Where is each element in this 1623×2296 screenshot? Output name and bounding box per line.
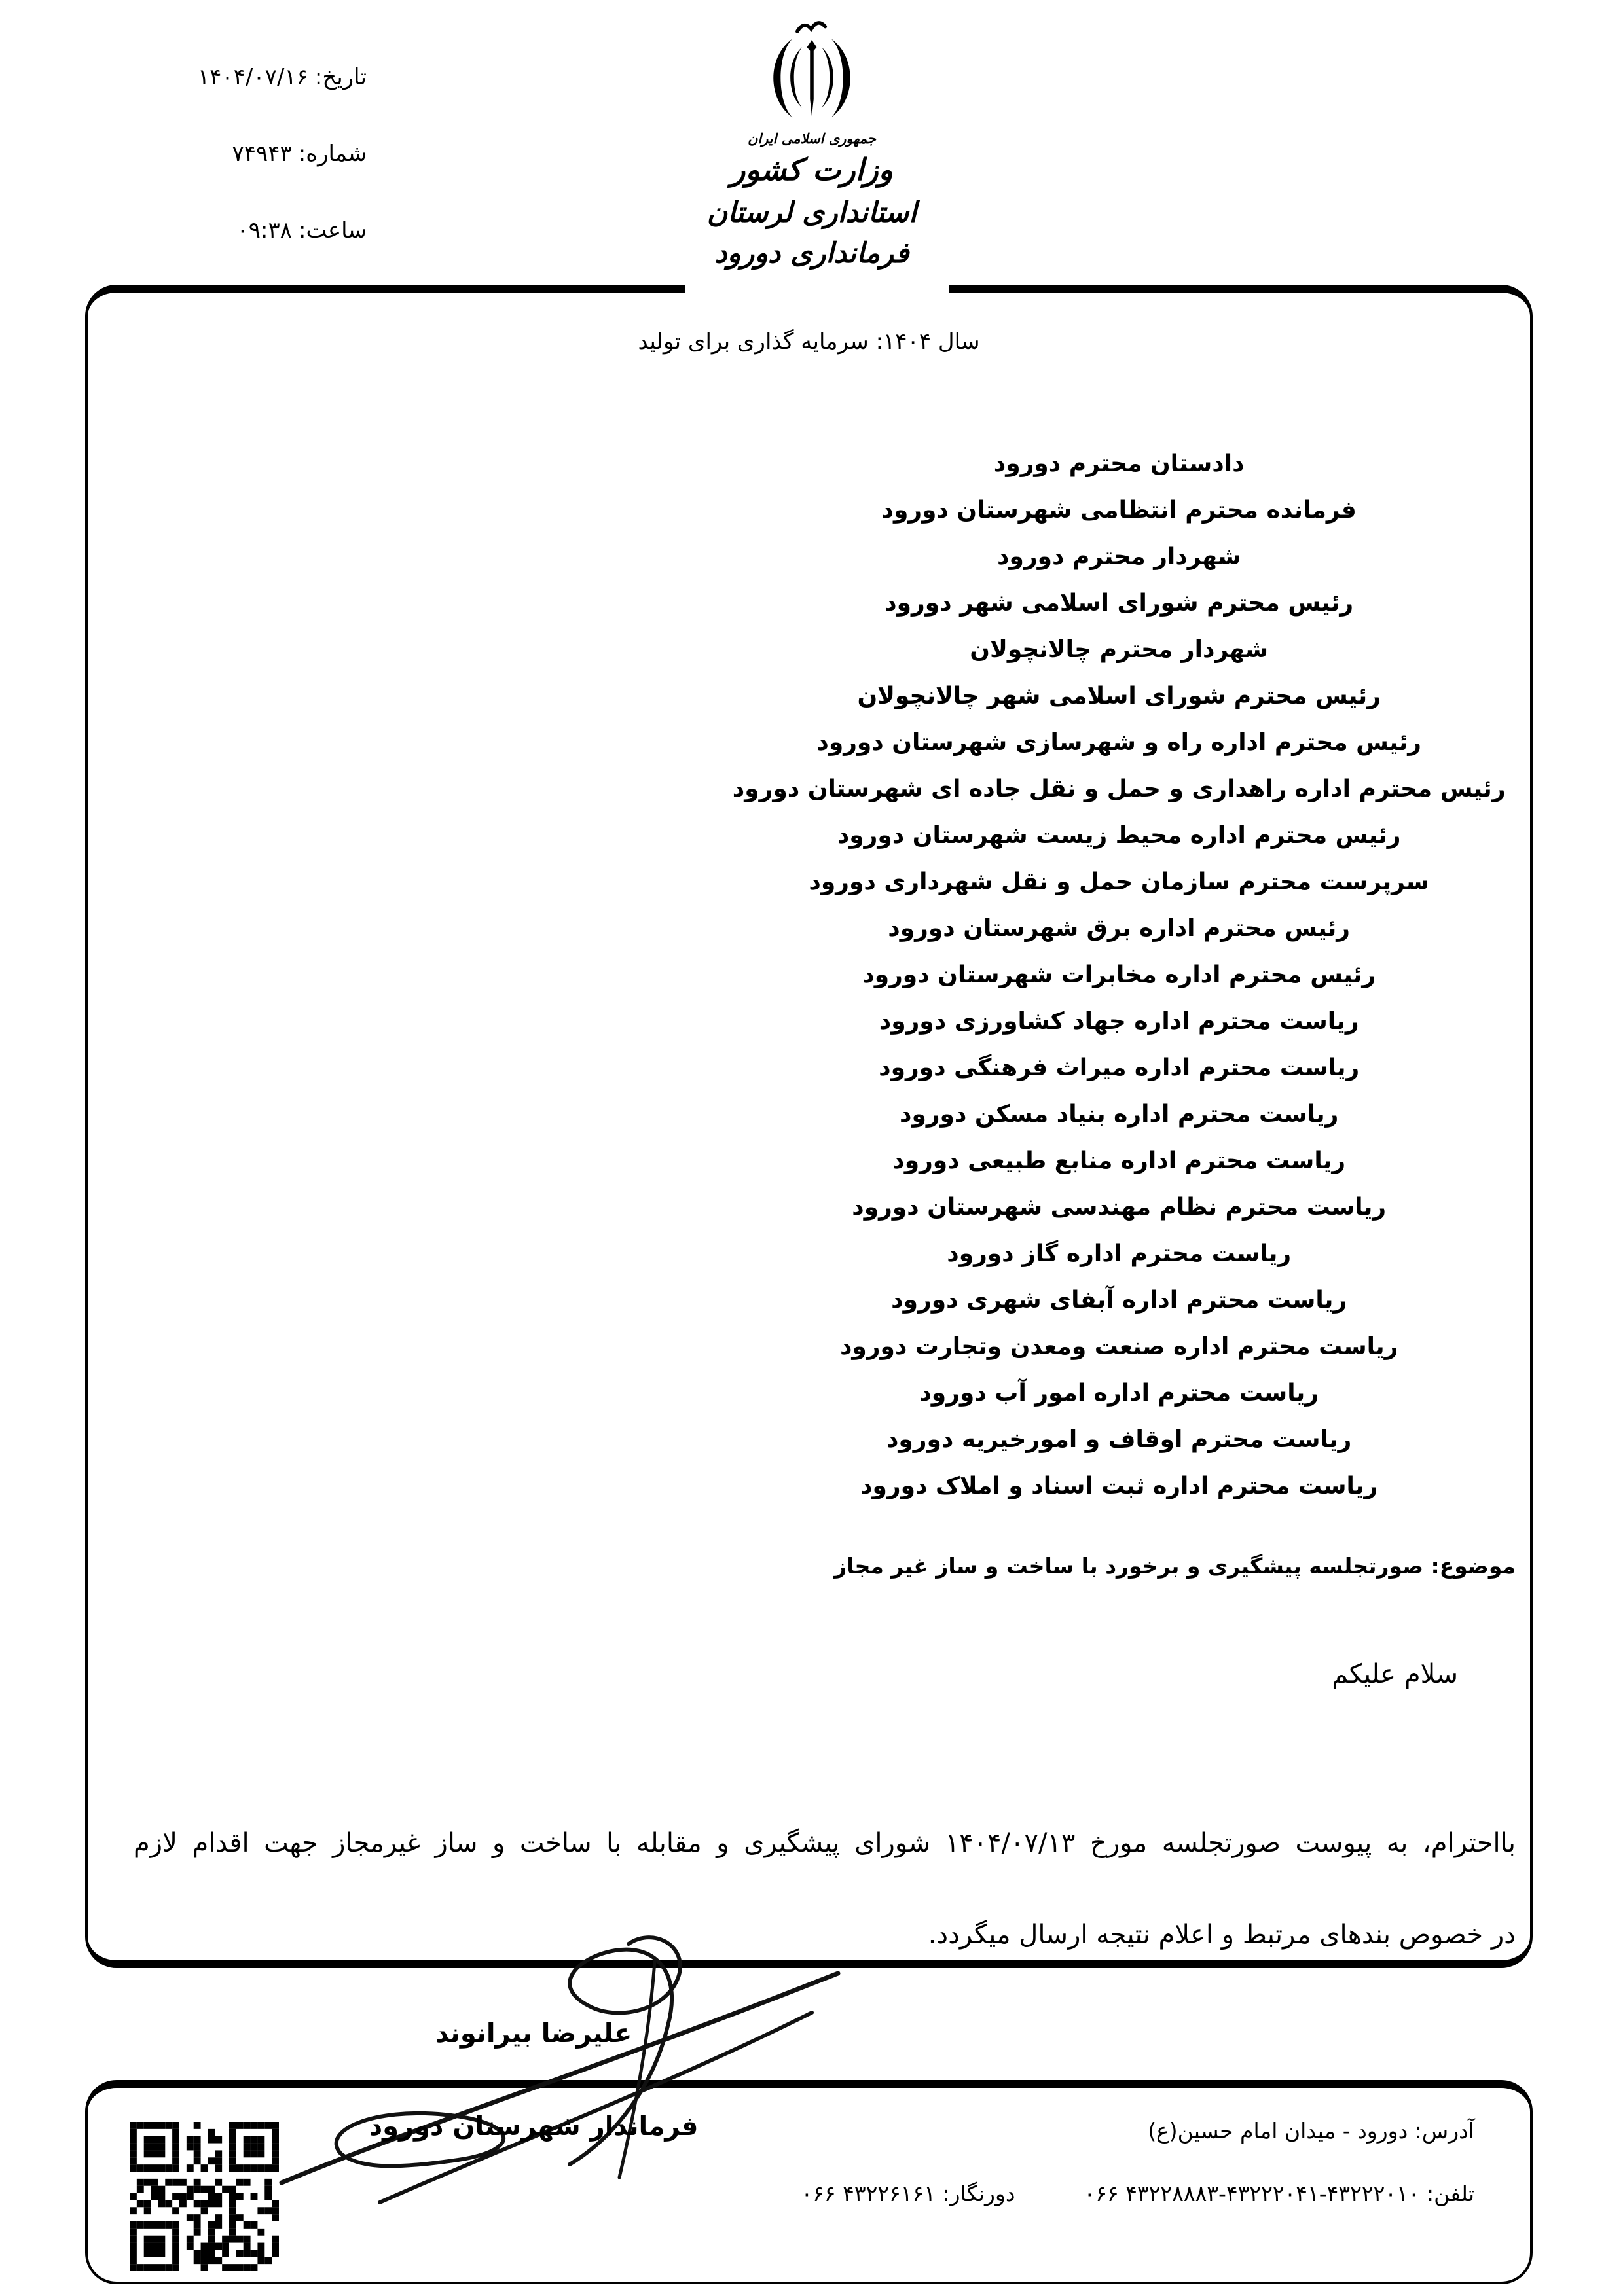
recipient-line: ریاست محترم اداره میراث فرهنگی دورود	[879, 1054, 1360, 1081]
letter-body-box	[85, 285, 1533, 1968]
footer-fax: دورنگار: ۴۳۲۲۶۱۶۱ ۰۶۶	[801, 2181, 1015, 2206]
subject-line: موضوع: صورتجلسه پیشگیری و برخورد با ساخت و ساز غیر مجاز	[834, 1553, 1516, 1579]
time-label: ساعت:	[299, 217, 367, 243]
number-row	[118, 116, 367, 192]
recipient-line: فرمانده محترم انتظامی شهرستان دورود	[881, 497, 1357, 524]
recipient-line: ریاست محترم اداره جهاد کشاورزی دورود	[879, 1008, 1359, 1035]
number-value: ۷۴۹۴۳	[232, 141, 292, 167]
letterhead-ministry: وزارت کشور	[731, 152, 893, 187]
qr-code-icon	[126, 2122, 283, 2271]
recipient-line: ریاست محترم اداره ثبت اسناد و املاک دورود	[860, 1473, 1378, 1499]
letter-meta	[118, 39, 367, 269]
greeting-line: سلام علیکم	[1332, 1659, 1458, 1689]
recipient-line: شهردار محترم دورود	[997, 543, 1241, 570]
recipient-line: رئیس محترم اداره محیط زیست شهرستان دورود	[837, 822, 1401, 849]
footer-phones	[801, 2181, 1474, 2206]
number-label: شماره:	[298, 141, 367, 167]
recipient-line: ریاست محترم اداره آبفای شهری دورود	[891, 1287, 1347, 1314]
recipient-line: رئیس محترم اداره مخابرات شهرستان دورود	[862, 961, 1376, 988]
recipient-line: رئیس محترم شورای اسلامی شهر دورود	[884, 590, 1354, 617]
body-text-line2: در خصوص بندهای مرتبط و اعلام نتیجه ارسال میگردد.	[928, 1920, 1516, 1950]
year-slogan: سال ۱۴۰۴: سرمایه گذاری برای تولید	[638, 329, 980, 355]
recipient-line: رئیس محترم اداره راه و شهرسازی شهرستان دورود	[816, 729, 1421, 756]
footer-phone: تلفن: ۴۳۲۲۲۰۱۰-۴۳۲۲۲۰۴۱-۴۳۲۲۸۸۸۳ ۰۶۶	[1084, 2181, 1474, 2206]
letterhead-governorate: استانداری لرستان	[706, 196, 917, 229]
footer-address: آدرس: دورود - میدان امام حسین(ع)	[1148, 2118, 1474, 2144]
time-row	[118, 192, 367, 269]
signature-block	[357, 2018, 710, 2142]
recipient-line: رئیس محترم اداره راهداری و حمل و نقل جاده ای شهرستان دورود	[732, 776, 1506, 802]
recipient-line: رئیس محترم شورای اسلامی شهر چالانچولان	[857, 683, 1381, 709]
recipient-line: رئیس محترم اداره برق شهرستان دورود	[888, 915, 1351, 942]
iran-national-emblem-icon	[763, 14, 860, 130]
body-text-line1: بااحترام، به پیوست صورتجلسه مورخ ۱۴۰۴/۰۷/۱۳ شورای پیشگیری و مقابله با ساخت و ساز غیرمجاز جهت اقدام لازم	[134, 1828, 1516, 1858]
recipient-line: دادستان محترم دورود	[993, 450, 1245, 477]
date-value: ۱۴۰۴/۰۷/۱۶	[197, 64, 308, 90]
signer-name: علیرضا بیرانوند	[435, 2018, 632, 2049]
recipient-line: ریاست محترم اداره صنعت ومعدن وتجارت دورود	[839, 1333, 1398, 1360]
recipient-line: ریاست محترم اداره امور آب دورود	[919, 1380, 1319, 1407]
letterhead-county: فرمانداری دورود	[714, 237, 909, 270]
recipient-line: ریاست محترم اداره بنیاد مسکن دورود	[899, 1101, 1339, 1128]
recipient-line: سرپرست محترم سازمان حمل و نقل شهرداری دورود	[809, 869, 1429, 895]
time-value: ۰۹:۳۸	[236, 217, 293, 243]
date-row	[118, 39, 367, 116]
signer-title: فرماندار شهرستان دورود	[369, 2111, 699, 2142]
top-border-gap	[685, 285, 949, 293]
recipient-line: شهردار محترم چالانچولان	[970, 636, 1269, 663]
recipient-line: ریاست محترم نظام مهندسی شهرستان دورود	[852, 1194, 1387, 1221]
letterhead-country: جمهوری اسلامی ایران	[747, 131, 877, 147]
recipient-line: ریاست محترم اوقاف و امورخیریه دورود	[886, 1426, 1352, 1453]
recipient-line: ریاست محترم اداره گاز دورود	[947, 1240, 1292, 1267]
recipients-list	[722, 440, 1516, 1509]
date-label: تاریخ:	[314, 64, 367, 90]
letterhead	[674, 14, 949, 270]
recipient-line: ریاست محترم اداره منابع طبیعی دورود	[892, 1147, 1346, 1174]
